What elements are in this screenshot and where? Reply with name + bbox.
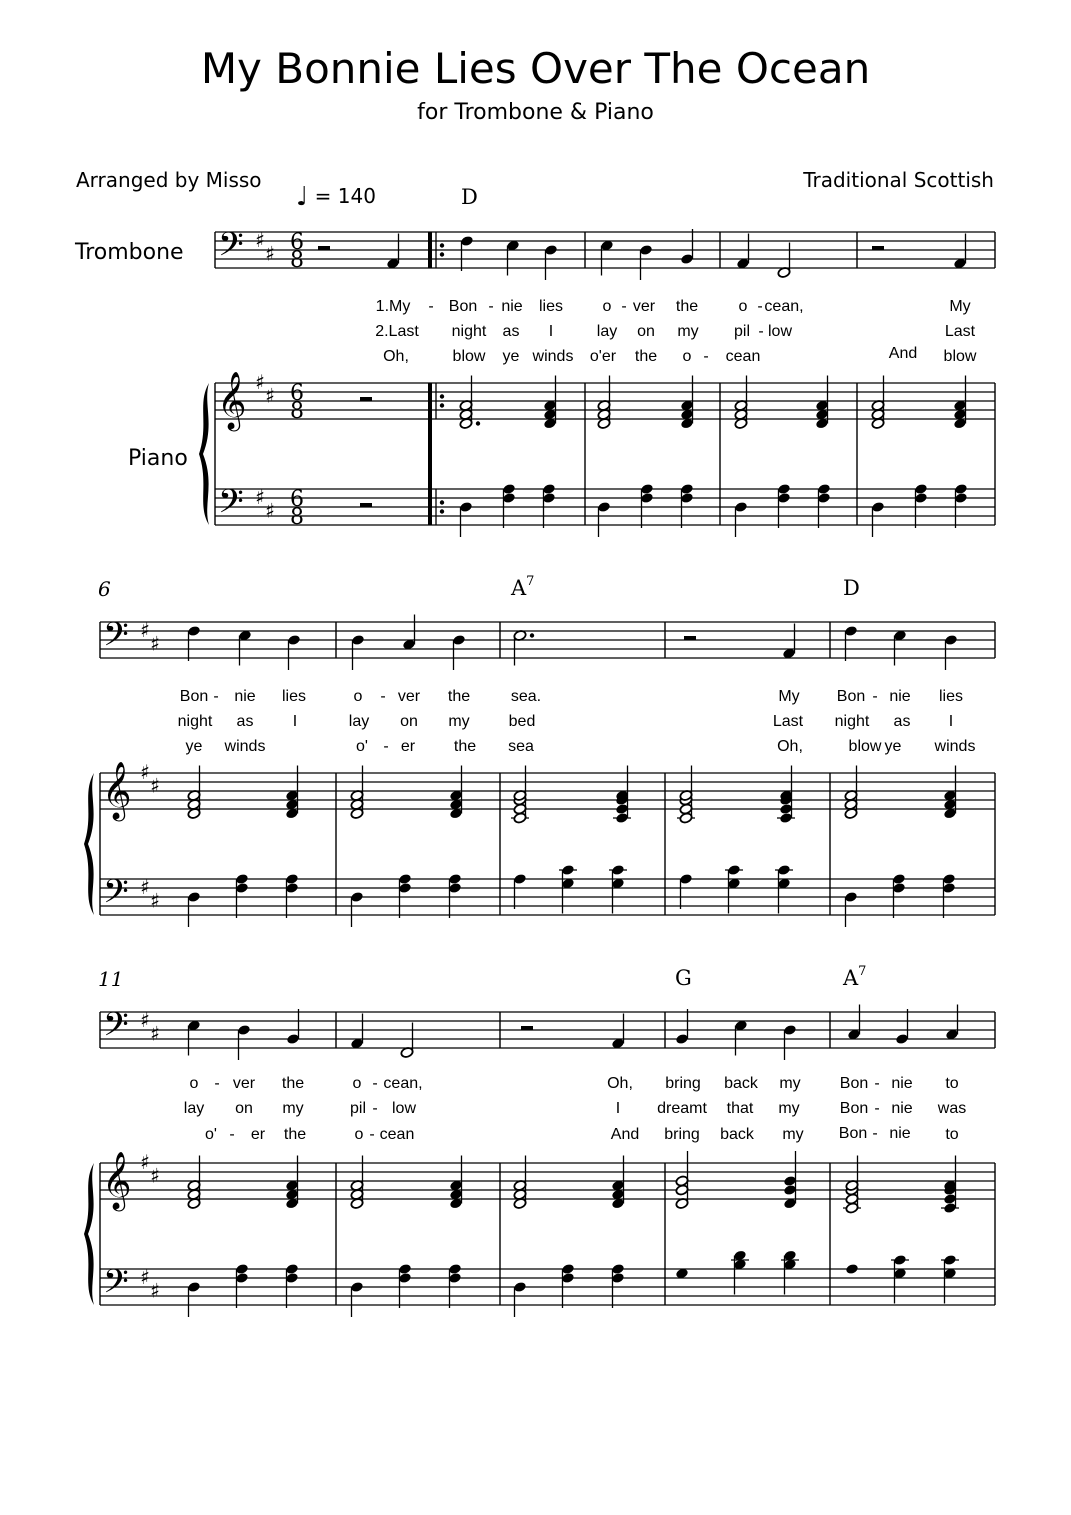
note-head [779,812,793,824]
note-head [914,492,928,504]
note-head [452,634,466,646]
lyric-syllable: I [548,323,554,340]
note-head [943,1202,957,1214]
note-head [845,1263,859,1275]
chord-symbol: D [461,185,478,209]
lyric-syllable: Bon [448,298,478,315]
note-head [286,1033,300,1045]
piano-brace [199,383,209,525]
note-head [779,803,793,815]
note-head [544,244,558,256]
note-head [398,873,412,885]
lyric-syllable: cean [725,348,761,365]
note-head [844,625,858,637]
half-rest [318,246,330,250]
composer-credit: Traditional Scottish [803,168,994,192]
repeat-dot [440,243,444,247]
sharp-icon: ♯ [255,485,265,509]
lyric-hyphen: - [874,1100,880,1117]
note-head [611,1263,625,1275]
treble-clef-icon: 𝄞 [217,371,247,429]
note-head [817,492,831,504]
chord-symbol: G [675,966,692,990]
note-head [871,501,885,513]
sharp-icon: ♯ [150,888,160,913]
lyric-syllable: Bon [838,1125,868,1142]
lyric-syllable: cean [379,1126,415,1143]
lyric-hyphen: - [380,688,386,705]
sharp-icon: ♯ [150,773,160,798]
lyric-syllable: I [615,1100,621,1117]
lyric-syllable: nie [501,298,523,315]
lyric-syllable: I [948,713,954,730]
note-head [542,483,556,495]
sharp-icon: ♯ [140,875,150,899]
lyric-syllable: the [634,348,658,365]
lyric-syllable: pil [349,1100,367,1117]
note-head [895,1033,909,1045]
note-head [680,483,694,495]
sharp-icon: ♯ [150,1163,160,1188]
note-head [844,891,858,903]
lyric-syllable: ye [185,738,203,755]
lyric-syllable: blow [848,738,882,755]
sharp-icon: ♯ [140,618,150,642]
note-head [350,891,364,903]
lyric-syllable: nie [891,1075,913,1092]
chord-symbol: $A^7$ [843,964,867,990]
note-head [893,1254,907,1266]
sharp-icon: ♯ [140,1265,150,1289]
note-head [237,1024,251,1036]
note-head [892,873,906,885]
staff [100,622,995,658]
note-head [727,864,741,876]
lyric-syllable: night [834,713,870,730]
note-head [350,1281,364,1293]
note-head [611,864,625,876]
lyric-syllable: winds [224,738,266,755]
lyric-syllable: o [682,348,692,365]
lyric-syllable: blow [452,348,486,365]
sharp-icon: ♯ [150,1278,160,1303]
note-head [954,492,968,504]
half-rest [872,246,884,250]
time-signature-denominator: 8 [290,399,304,424]
repeat-dot [440,403,444,407]
lyric-syllable: the [453,738,477,755]
lyric-syllable: I [292,713,298,730]
lyric-hyphen: - [621,298,627,315]
lyric-syllable: ver [632,298,656,315]
sharp-icon: ♯ [150,631,160,656]
staff [100,1163,995,1199]
note-head [639,244,653,256]
note-head [892,882,906,894]
lyric-syllable: the [283,1126,307,1143]
note-head [187,891,201,903]
lyric-syllable: lay [183,1100,205,1117]
lyric-hyphen: - [757,298,763,315]
lyric-syllable: bring [665,1075,701,1092]
lyric-syllable: 2.Last [375,323,419,340]
lyric-syllable: And [888,345,918,362]
lyric-syllable: Oh, [607,1075,633,1092]
lyric-syllable: nie [891,1100,913,1117]
repeat-dot [440,252,444,256]
lyric-syllable: Last [772,713,804,730]
lyric-syllable: my [782,1126,804,1143]
augmentation-dot [530,633,534,637]
lyric-syllable: winds [532,348,574,365]
note-head [675,1175,689,1187]
lyric-syllable: My [778,688,800,705]
bass-clef-icon: 𝄢 [218,226,244,272]
lyric-syllable: the [281,1075,305,1092]
lyric-syllable: as [502,323,520,340]
time-signature-numerator: 6 [290,381,304,406]
augmentation-dot [476,421,480,425]
piano-brace [84,1163,94,1305]
staff [100,773,995,809]
bass-clef-icon: 𝄢 [103,616,129,662]
lyric-syllable: cean, [764,298,804,315]
note-head [285,1272,299,1284]
note-head [448,873,462,885]
lyric-syllable: low [391,1100,417,1117]
lyric-syllable: was [937,1100,967,1117]
bass-clef-icon: 𝄢 [103,1263,129,1309]
lyric-syllable: o [189,1075,199,1092]
lyric-syllable: my [778,1100,800,1117]
note-head [398,1272,412,1284]
half-rest [521,1026,533,1030]
lyric-syllable: dreamt [657,1100,707,1117]
lyric-syllable: nie [889,1125,911,1142]
lyric-syllable: ye [884,738,902,755]
note-head [942,873,956,885]
note-head [611,1272,625,1284]
lyric-syllable: o [353,688,363,705]
note-head [285,873,299,885]
time-signature-numerator: 6 [290,487,304,512]
lyric-syllable: o [602,298,612,315]
note-head [943,1254,957,1266]
bass-clef-icon: 𝄢 [103,1006,129,1052]
note-head [615,812,629,824]
sharp-icon: ♯ [140,1008,150,1032]
note-head [542,492,556,504]
note-head [285,882,299,894]
note-head [675,1033,689,1045]
half-rest [360,503,372,507]
lyric-syllable: lies [938,688,964,705]
lyric-syllable: nie [889,688,911,705]
note-head [502,492,516,504]
note-head [351,634,365,646]
lyric-syllable: o'er [589,348,617,365]
lyric-hyphen: - [383,738,389,755]
chord-symbol: D [843,576,860,600]
sharp-icon: ♯ [265,498,275,523]
lyric-syllable: Bon [839,1075,869,1092]
lyric-hyphen: - [872,688,878,705]
note-head [561,864,575,876]
note-head [783,1024,797,1036]
lyric-syllable: Oh, [383,348,409,365]
lyric-hyphen: - [213,688,219,705]
lyric-hyphen: - [214,1075,220,1092]
bass-clef-icon: 𝄢 [218,483,244,529]
treble-clef-icon: 𝄞 [102,1151,132,1209]
lyric-syllable: o' [356,738,368,755]
staff [100,1012,995,1048]
note-head [235,1272,249,1284]
lyric-syllable: as [236,713,254,730]
lyric-hyphen: - [372,1100,378,1117]
note-head [448,1263,462,1275]
note-head [287,634,301,646]
lyric-syllable: my [448,713,470,730]
note-head [460,235,474,247]
note-head [914,483,928,495]
half-rest [684,636,696,640]
note-head [513,873,527,885]
lyric-hyphen: - [369,1126,375,1143]
note-head [235,873,249,885]
lyric-syllable: that [726,1100,754,1117]
lyric-syllable: on [400,713,418,730]
lyric-syllable: o [738,298,748,315]
note-head [235,882,249,894]
arranger-credit: Arranged by Misso [76,168,262,192]
note-head [459,501,473,513]
note-head [187,1281,201,1293]
lyric-syllable: cean, [383,1075,423,1092]
note-head [777,864,791,876]
lyric-syllable: o [354,1126,364,1143]
instrument-label-trombone: Trombone [75,240,184,265]
lyric-syllable: the [447,688,471,705]
sharp-icon: ♯ [265,383,275,408]
lyric-syllable: lay [596,323,618,340]
staff [100,1269,995,1305]
lyric-syllable: Bon [179,688,209,705]
lyric-hyphen: - [703,348,709,365]
lyric-syllable: Last [944,323,976,340]
lyric-syllable: on [637,323,655,340]
note-head [734,501,748,513]
lyric-syllable: ver [397,688,421,705]
note-head [187,625,201,637]
lyric-syllable: bed [508,713,536,730]
sharp-icon: ♯ [255,228,265,252]
lyric-syllable: o [352,1075,362,1092]
bass-clef-icon: 𝄢 [103,873,129,919]
lyric-syllable: on [235,1100,253,1117]
staff [100,879,995,915]
lyric-syllable: my [677,323,699,340]
note-head [680,492,694,504]
measure-number: 11 [98,967,124,991]
half-rest [360,397,372,401]
lyric-syllable: Bon [839,1100,869,1117]
quarter-note-icon: ♩ [296,182,309,212]
chord-symbol: $A^7$ [511,574,535,600]
lyric-hyphen: - [372,1075,378,1092]
lyric-syllable: My [949,298,971,315]
note-head [448,882,462,894]
note-head [942,882,956,894]
lyric-syllable: o' [205,1126,217,1143]
lyric-syllable: blow [943,348,977,365]
lyric-syllable: night [451,323,487,340]
lyric-syllable: nie [234,688,256,705]
note-head [817,483,831,495]
note-head [777,483,791,495]
note-head [561,1263,575,1275]
lyric-syllable: lies [538,298,564,315]
lyric-syllable: er [250,1126,266,1143]
note-head [679,873,693,885]
time-signature-denominator: 8 [290,248,304,273]
note-head [943,1193,957,1205]
lyric-syllable: Bon [836,688,866,705]
tempo-value: = 140 [314,184,376,208]
note-head [944,634,958,646]
note-head [954,483,968,495]
sharp-icon: ♯ [255,370,265,394]
lyric-syllable: bring [664,1126,700,1143]
page-title: My Bonnie Lies Over The Ocean [200,44,871,93]
note-head [285,1263,299,1275]
time-signature-numerator: 6 [290,230,304,255]
note-head [448,1272,462,1284]
note-head [398,1263,412,1275]
lyric-syllable: ye [502,348,520,365]
sharp-icon: ♯ [140,760,150,784]
note-head [783,1175,797,1187]
repeat-thick-bar [428,383,432,525]
sharp-icon: ♯ [150,1021,160,1046]
time-signature-denominator: 8 [290,505,304,530]
note-head [502,483,516,495]
lyric-syllable: low [767,323,793,340]
sharp-icon: ♯ [265,241,275,266]
note-head [615,803,629,815]
lyric-syllable: er [400,738,416,755]
note-head [597,501,611,513]
lyric-syllable: lay [348,713,370,730]
lyric-syllable: lies [281,688,307,705]
note-head [680,253,694,265]
note-head [235,1263,249,1275]
lyric-syllable: sea [508,738,534,755]
lyric-syllable: winds [934,738,976,755]
lyric-hyphen: - [872,1125,878,1142]
lyric-hyphen: - [874,1075,880,1092]
note-head [561,1272,575,1284]
lyric-syllable: my [282,1100,304,1117]
lyric-syllable: sea. [510,688,542,705]
lyric-hyphen: - [229,1126,235,1143]
note-head [783,1184,797,1196]
note-head [640,483,654,495]
lyric-syllable: back [724,1075,758,1092]
note-head [777,492,791,504]
repeat-dot [440,394,444,398]
note-head [640,492,654,504]
note-head [398,882,412,894]
instrument-label-piano: Piano [128,446,188,471]
repeat-dot [440,509,444,513]
lyric-syllable: And [610,1126,640,1143]
note-head [513,1281,527,1293]
piano-brace [84,773,94,915]
lyric-syllable: pil [733,323,751,340]
lyric-hyphen: - [488,298,494,315]
lyric-syllable: to [945,1075,959,1092]
sharp-icon: ♯ [140,1150,150,1174]
lyric-syllable: night [177,713,213,730]
lyric-syllable: ver [232,1075,256,1092]
lyric-syllable: as [893,713,911,730]
lyric-syllable: Oh, [777,738,803,755]
lyric-hyphen: - [758,323,764,340]
repeat-thick-bar [428,232,432,268]
page-subtitle: for Trombone & Piano [417,100,654,125]
repeat-dot [440,500,444,504]
lyric-syllable: 1.My [375,298,411,315]
lyric-syllable: the [675,298,699,315]
treble-clef-icon: 𝄞 [102,761,132,819]
lyric-hyphen: - [428,298,434,315]
lyric-syllable: to [945,1126,959,1143]
lyric-syllable: my [779,1075,801,1092]
lyric-syllable: back [720,1126,754,1143]
measure-number: 6 [98,577,111,601]
